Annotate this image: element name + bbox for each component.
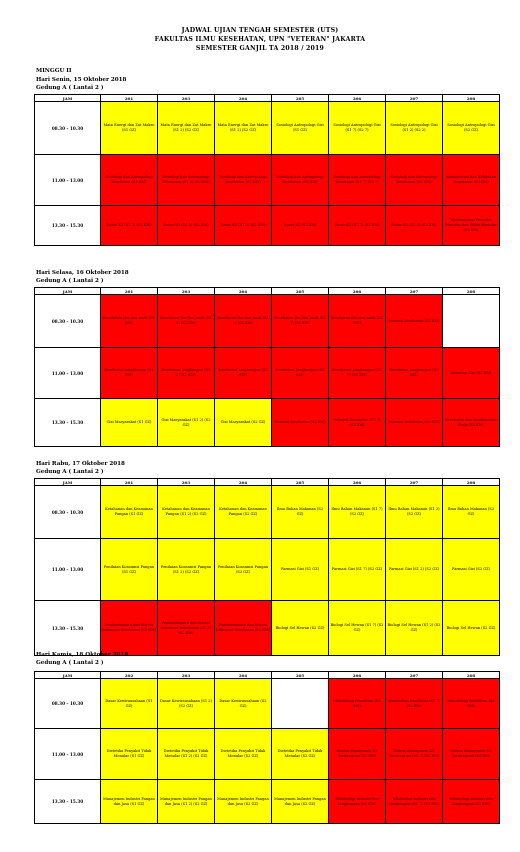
exam-cell: Kesehatan Lingkungan (S2 KM) <box>386 348 443 399</box>
room-header: 207 <box>386 95 443 102</box>
room-header: 205 <box>272 672 329 679</box>
exam-cell: Sosiologi dan Antropologi Kesehatan (S2 KM) <box>215 155 272 206</box>
table-row <box>35 295 500 348</box>
room-header: 208 <box>443 95 500 102</box>
exam-cell: Manajemen Industri Pangan dan Jasa (S1 GZ) <box>101 780 158 824</box>
exam-cell: Sosiologi dan Antropologi Kesehatan (S2 KM) <box>386 155 443 206</box>
exam-cell: Kesehatan Ibu dan Anak (S1 2) (S2 KM) <box>215 295 272 348</box>
doc-title-line3: SEMESTER GANJIL TA 2018 / 2019 <box>195 45 325 52</box>
time-column-header: JAM <box>35 95 101 102</box>
time-column-header: JAM <box>35 288 101 295</box>
empty-cell <box>272 679 329 729</box>
doc-title-line2: FAKULTAS ILMU KESEHATAN, UPN "VETERAN" JAKARTA <box>154 36 366 43</box>
building-label: Gedung A ( Lantai 2 ) <box>36 660 104 666</box>
exam-cell: Dasar K3 (S2 KM) <box>272 206 329 246</box>
exam-cell: Dasar Kewirausahaan (S2 GZ) <box>215 679 272 729</box>
exam-cell: Dasar K3 (S1 7) (S2 KM) <box>329 206 386 246</box>
room-header: 203 <box>158 288 215 295</box>
exam-cell: Biologi Sel Hewan (S1 7) (S2 GZ) <box>329 601 386 656</box>
exam-cell: Ilmu Bahan Makanan (S2 GZ) <box>272 486 329 539</box>
table-row <box>35 539 500 601</box>
exam-cell: Mata Energi dan Zat Makro (S1 GZ) <box>101 102 158 155</box>
exam-cell: Promosi Kesehatan (S1 7) (S2 KM) <box>329 399 386 447</box>
day-title: Hari Senin, 15 Oktober 2018 <box>36 77 127 83</box>
exam-cell: Pemberdayaan dan Sistem Informasi Kesehatan (S2 KM) <box>101 601 158 656</box>
table-row <box>35 399 500 447</box>
doc-title-line1: JADWAL UJIAN TENGAH SEMESTER (UTS) <box>181 27 339 34</box>
room-header: 206 <box>329 672 386 679</box>
exam-cell: Dasar K3 (S1 2) (S2 KM) <box>158 206 215 246</box>
exam-cell: Kesehatan Lingkungan (S1 2) (S2 KM) <box>158 348 215 399</box>
room-header: 204 <box>215 95 272 102</box>
exam-cell: Gizi Masyarakat (S1 GZ) <box>101 399 158 447</box>
day-title: Hari Selasa, 16 Oktober 2018 <box>36 270 129 276</box>
exam-cell: Sosiologi dan Antropologi Kesehatan (S1 2) (S2 KM) <box>158 155 215 206</box>
exam-cell: Dasar K3 (S1 2) (S2 KM) <box>101 206 158 246</box>
time-slot: 08.30 – 10.30 <box>35 486 101 539</box>
exam-cell: Ketahanan dan Keamanan Pangan (S1 2) (S2 GZ) <box>158 486 215 539</box>
exam-cell: Sosiologi dan Antropologi Kesehatan (S2 KM) <box>272 155 329 206</box>
exam-cell: Biologi Sel Hewan (S2 GZ) <box>272 601 329 656</box>
header-row <box>35 479 500 486</box>
time-slot: 08.30 – 10.30 <box>35 679 101 729</box>
exam-cell: Manajemen Industri Pangan dan Jasa (S2 GZ) <box>272 780 329 824</box>
exam-cell: Administrasi dan Kebijakan Kesehatan (S2 KM) <box>443 155 500 206</box>
exam-cell: Farmasi Gizi (S1 7) (S2 GZ) <box>329 539 386 601</box>
room-header: 204 <box>215 479 272 486</box>
room-header: 206 <box>329 479 386 486</box>
exam-cell: Kesehatan Ibu dan Anak (S1 2) (S2 KM) <box>158 295 215 348</box>
exam-cell: Sosiologi Antropologi Gizi (S2 GZ) <box>443 102 500 155</box>
room-header: 201 <box>101 288 158 295</box>
exam-cell: Manajemen Industri Pangan dan Jasa (S1 2) (S2 GZ) <box>158 780 215 824</box>
exam-cell: Metodologi Penelitian (S2 KM) <box>443 679 500 729</box>
room-header: 206 <box>329 95 386 102</box>
week-label: MINGGU II <box>36 68 72 74</box>
room-header: 205 <box>272 95 329 102</box>
exam-cell: Penilaian Konsumsi Pangan (S1 GZ) <box>101 539 158 601</box>
exam-cell: Dietetika Penyakit Tidak Menular (S1 2) (S2 GZ) <box>158 729 215 780</box>
room-header: 203 <box>158 95 215 102</box>
room-header: 207 <box>386 672 443 679</box>
exam-cell: Farmasi Gizi (S2 GZ) <box>443 539 500 601</box>
exam-cell: Penilaian Konsumsi Pangan (S1 2) (S2 GZ) <box>158 539 215 601</box>
exam-cell: Sosiologi Antropologi Gizi (S1 7) (S2 7) <box>329 102 386 155</box>
time-slot: 08.30 – 10.30 <box>35 295 101 348</box>
room-header: 203 <box>158 479 215 486</box>
time-slot: 13.30 – 15.30 <box>35 206 101 246</box>
table-row <box>35 679 500 729</box>
exam-cell: Gizi Masyarakat (S2 GZ) <box>215 399 272 447</box>
exam-cell: Kesehatan Ibu dan Anak (S1 7) (S2 KM) <box>272 295 329 348</box>
room-header: 201 <box>101 95 158 102</box>
exam-cell: Biologi Sel Hewan (S2 GZ) <box>443 601 500 656</box>
exam-cell: Toksikologi Industri dan Lingkungan (S2 KM) <box>329 780 386 824</box>
time-slot: 08.30 – 10.30 <box>35 102 101 155</box>
exam-cell: Sosiologi Antropologi Gizi (S1 2) (S2 2) <box>386 102 443 155</box>
exam-cell: Sistem Manajemen K3 Terintegrasi (S2 KM) <box>443 729 500 780</box>
exam-cell: Manajemen Industri Pangan dan Jasa (S2 GZ) <box>215 780 272 824</box>
exam-cell: Biologi Sel Hewan (S1 2) (S2 GZ) <box>386 601 443 656</box>
table-row <box>35 155 500 206</box>
exam-cell: Kesehatan dan Keselamatan Kerja (S2 KM) <box>443 399 500 447</box>
exam-cell: Sistem Manajemen K3 Terintegrasi (S1 7) (S2 KM) <box>386 729 443 780</box>
exam-cell: Farmasi Gizi (S1 2) (S2 GZ) <box>386 539 443 601</box>
exam-cell: Sosiologi dan Antropologi Kesehatan (S1 7) (S2 7) <box>329 155 386 206</box>
table-row <box>35 601 500 656</box>
header-row <box>35 288 500 295</box>
exam-cell: Dietetika Penyakit Tidak Menular (S2 GZ) <box>272 729 329 780</box>
exam-cell: Ketahanan dan Keamanan Pangan (S1 GZ) <box>101 486 158 539</box>
exam-cell: Kesehatan Ibu dan Anak (S2 KM) <box>329 295 386 348</box>
time-slot: 13.30 – 15.30 <box>35 601 101 656</box>
exam-cell: Dasar Kewirausahaan (S1 GZ) <box>101 679 158 729</box>
exam-cell: Dietetika Penyakit Tidak Menular (S1 GZ) <box>101 729 158 780</box>
time-slot: 11.00 – 13.00 <box>35 155 101 206</box>
schedule-table <box>34 478 500 656</box>
exam-cell: Kesehatan Lingkungan (S1 7) (S2 KM) <box>329 348 386 399</box>
exam-cell: Gizi Masyarakat (S1 2) (S2 GZ) <box>158 399 215 447</box>
exam-cell: Ketahanan dan Keamanan Pangan (S2 GZ) <box>215 486 272 539</box>
room-header: 208 <box>443 672 500 679</box>
room-header: 208 <box>443 479 500 486</box>
exam-cell: Ilmu Bahan Makanan (S1 2) (S2 GZ) <box>386 486 443 539</box>
exam-cell: Dasar K3 (S1 2) (S2 KM) <box>386 206 443 246</box>
exam-cell: Sosiologi Gizi (S2 KM) <box>443 348 500 399</box>
header-row <box>35 672 500 679</box>
header-row <box>35 95 500 102</box>
room-header: 205 <box>272 288 329 295</box>
room-header: 204 <box>215 288 272 295</box>
day-title: Hari Kamis, 18 Oktober 2018 <box>36 652 129 658</box>
exam-cell: Toksikologi Industri dan Lingkungan (S1 7) (S2 KM) <box>386 780 443 824</box>
room-header: 203 <box>158 672 215 679</box>
time-column-header: JAM <box>35 672 101 679</box>
exam-cell: Promosi Kesehatan (S2 KM) <box>272 399 329 447</box>
exam-cell: Mata Energi dan Zat Makro (S1 2) (S2 GZ) <box>158 102 215 155</box>
schedule-table <box>34 671 500 824</box>
exam-cell: Sosiologi dan Antropologi Kesehatan (S1 KM) <box>101 155 158 206</box>
table-row <box>35 206 500 246</box>
room-header: 202 <box>101 672 158 679</box>
exam-cell: Kesehatan Lingkungan (S2 KM) <box>272 348 329 399</box>
exam-cell: Pemberdayaan dan Sistem Informasi Kesehatan (S2 KM) <box>215 601 272 656</box>
day-title: Hari Rabu, 17 Oktober 2018 <box>36 461 125 467</box>
room-header: 204 <box>215 672 272 679</box>
time-column-header: JAM <box>35 479 101 486</box>
exam-cell: Pemberdayaan dan Sistem Informasi Kesehatan (S1 2) (S2 KM) <box>158 601 215 656</box>
room-header: 205 <box>272 479 329 486</box>
table-row <box>35 348 500 399</box>
building-label: Gedung A ( Lantai 2 ) <box>36 469 104 475</box>
table-row <box>35 729 500 780</box>
exam-cell: Ilmu Bahan Makanan (S2 GZ) <box>443 486 500 539</box>
building-label: Gedung A ( Lantai 2 ) <box>36 278 104 284</box>
exam-cell: Kesehatan Ibu dan Anak (S1 KM) <box>101 295 158 348</box>
exam-cell: Sosiologi Antropologi Gizi (S1 GZ) <box>272 102 329 155</box>
schedule-table <box>34 287 500 447</box>
room-header: 208 <box>443 288 500 295</box>
exam-cell: Promosi Kesehatan (S2 KM) <box>386 399 443 447</box>
room-header: 207 <box>386 288 443 295</box>
room-header: 206 <box>329 288 386 295</box>
exam-cell: Dasar K3 (S1 2) (S2 KM) <box>215 206 272 246</box>
exam-cell: Metodologi Penelitian (S2 KM) <box>329 679 386 729</box>
exam-cell: Mata Energi dan Zat Makro (S1 2) (S2 GZ) <box>215 102 272 155</box>
exam-cell: Penilaian Konsumsi Pangan (S2 GZ) <box>215 539 272 601</box>
time-slot: 11.00 – 13.00 <box>35 539 101 601</box>
time-slot: 11.00 – 13.00 <box>35 729 101 780</box>
exam-cell: Dietetika Penyakit Tidak Menular (S2 GZ) <box>215 729 272 780</box>
table-row <box>35 102 500 155</box>
exam-cell: Epidemiologi Penyakit Menular dan Tidak Menular (S2 KM) <box>443 206 500 246</box>
time-slot: 11.00 – 13.00 <box>35 348 101 399</box>
exam-cell: Kesehatan Lingkungan (S1 KM) <box>101 348 158 399</box>
table-row <box>35 486 500 539</box>
exam-cell: Metodologi Penelitian (S1 7) (S2 KM) <box>386 679 443 729</box>
empty-cell <box>443 295 500 348</box>
table-row <box>35 780 500 824</box>
exam-cell: Farmasi Gizi (S1 GZ) <box>272 539 329 601</box>
exam-cell: Toksikologi Industri dan Lingkungan (S2 KM) <box>443 780 500 824</box>
time-slot: 13.30 – 15.30 <box>35 399 101 447</box>
exam-cell: Promosi Kesehatan (S2 KM) <box>386 295 443 348</box>
room-header: 207 <box>386 479 443 486</box>
exam-cell: Dasar Kewirausahaan (S1 2) (S2 GZ) <box>158 679 215 729</box>
exam-cell: Sistem Manajemen K3 Terintegrasi (S2 KM) <box>329 729 386 780</box>
building-label: Gedung A ( Lantai 2 ) <box>36 85 104 91</box>
room-header: 201 <box>101 479 158 486</box>
exam-cell: Ilmu Bahan Makanan (S1 7) (S2 GZ) <box>329 486 386 539</box>
exam-cell: Kesehatan Lingkungan (S2 KM) <box>215 348 272 399</box>
time-slot: 13.30 – 15.30 <box>35 780 101 824</box>
schedule-table <box>34 94 500 246</box>
